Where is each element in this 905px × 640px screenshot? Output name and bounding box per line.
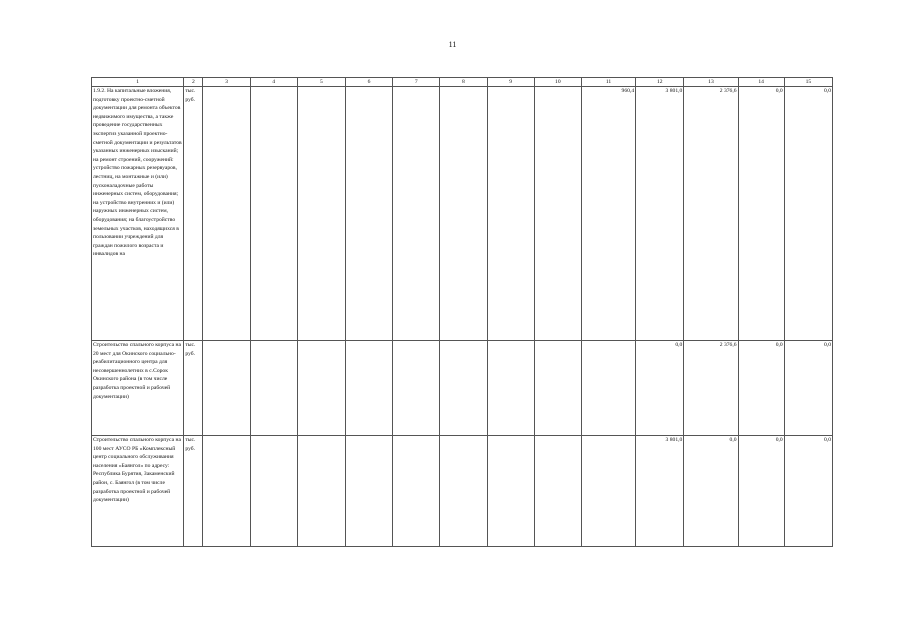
cell: [203, 341, 250, 436]
column-header: 6: [345, 78, 392, 87]
cell: [534, 341, 581, 436]
column-header: 9: [487, 78, 534, 87]
cell: [534, 436, 581, 547]
row-unit: тыс. руб.: [184, 87, 203, 341]
cell: [297, 436, 345, 547]
cell: [345, 436, 392, 547]
cell: [440, 341, 487, 436]
column-header: 12: [636, 78, 684, 87]
cell: [250, 341, 297, 436]
cell: 2 376,6: [684, 87, 738, 341]
column-header: 11: [581, 78, 635, 87]
column-header: 3: [203, 78, 250, 87]
cell: [581, 436, 635, 547]
cell: [534, 87, 581, 341]
cell: [203, 87, 250, 341]
cell: 3 801,0: [636, 436, 684, 547]
budget-table: [91, 77, 833, 547]
header-row: [92, 78, 833, 87]
column-header: 10: [534, 78, 581, 87]
column-header: 8: [440, 78, 487, 87]
cell: [393, 436, 440, 547]
cell: 2 376,6: [684, 341, 738, 436]
cell: [297, 341, 345, 436]
cell: [581, 341, 635, 436]
cell: [487, 436, 534, 547]
column-header: 13: [684, 78, 738, 87]
cell: [487, 87, 534, 341]
cell: [487, 341, 534, 436]
cell: [250, 87, 297, 341]
cell: [345, 341, 392, 436]
column-header: 15: [784, 78, 832, 87]
table-row: [92, 436, 833, 547]
cell: 0,0: [784, 341, 832, 436]
cell: 3 801,0: [636, 87, 684, 341]
cell: 0,0: [738, 436, 784, 547]
cell: 0,0: [636, 341, 684, 436]
table-row: [92, 341, 833, 436]
cell: 0,0: [738, 87, 784, 341]
column-header: 5: [297, 78, 345, 87]
table-row: [92, 87, 833, 341]
cell: [250, 436, 297, 547]
row-description: 1.9.2. На капитальные вложения, подготовку проектно-сметной документации для ремонта объектов недвижимого имущества, а также проведение государственных экспертиз указанной проектно-сметной документации и результатов указанных инженерных изысканий; на ремонт строений, сооружений: устройство пожарных резервуаров, лестниц, на монтажные и (или) пусконаладочные работы инженерных систем, оборудования; на устройство внутренних и (или) наружных инженерных систем, оборудования; на благоустройство земельных участков, находящихся в пользовании учреждений для граждан пожилого возраста и инвалидов на: [92, 87, 184, 341]
column-header: 4: [250, 78, 297, 87]
page-number: 11: [448, 40, 457, 49]
row-unit: тыс. руб.: [184, 341, 203, 436]
cell: [440, 436, 487, 547]
column-header: 2: [184, 78, 203, 87]
cell: [440, 87, 487, 341]
row-description: Строительство спального корпуса на 20 мест для Окинского социально-реабилитационного центра для несовершеннолетних в с.Сорок Окинского района (в том числе разработка проектной и рабочей документации): [92, 341, 184, 436]
cell: [297, 87, 345, 341]
row-unit: тыс. руб.: [184, 436, 203, 547]
cell: 0,0: [738, 341, 784, 436]
cell: 960,4: [581, 87, 635, 341]
cell: [393, 341, 440, 436]
cell: [393, 87, 440, 341]
cell: 0,0: [784, 87, 832, 341]
cell: 0,0: [684, 436, 738, 547]
column-header: 1: [92, 78, 184, 87]
column-header: 7: [393, 78, 440, 87]
column-header: 14: [738, 78, 784, 87]
cell: [203, 436, 250, 547]
row-description: Строительство спального корпуса на 100 мест АУСО РБ «Комплексный центр социального обслуживания населения «Баянгол» по адресу: Республика Бурятия, Закаменский район, с. Баянгол (в том числе разработка проектной и рабочей документации): [92, 436, 184, 547]
cell: [345, 87, 392, 341]
cell: 0,0: [784, 436, 832, 547]
